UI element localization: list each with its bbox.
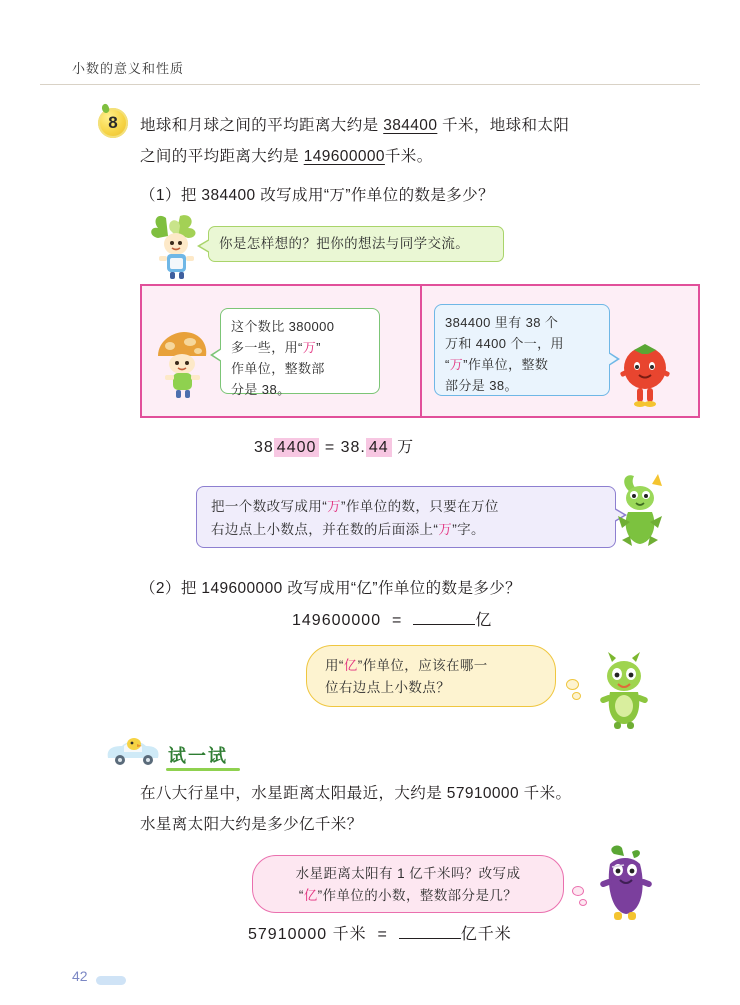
eq3-unit: 亿千米 — [460, 926, 512, 943]
left-idea-line2-b: ” — [316, 340, 321, 355]
hint-mercury-line1: 水星距离太阳有 1 亿千米吗？改写成 — [295, 866, 521, 881]
rule-line2-a: 右边点上小数点，并在数的后面添上“ — [211, 522, 439, 537]
right-idea-line3-a: “ — [445, 357, 450, 372]
left-idea-line1: 这个数比 380000 — [231, 319, 335, 334]
rule-wan-1: 万 — [327, 499, 342, 514]
problem8-line2-b: 千米。 — [384, 148, 433, 165]
problem8-line1-number: 384400 — [383, 117, 438, 134]
right-idea-wan: 万 — [449, 357, 464, 372]
hint-yi-line1-b: ”作单位，应该在哪一 — [357, 658, 488, 673]
hint-mercury-line2-a: “ — [298, 888, 304, 903]
right-idea-line1: 384400 里有 38 个 — [445, 315, 559, 330]
right-idea-line4: 部分是 38。 — [445, 378, 518, 393]
eq2-left: 149600000 — [292, 612, 382, 629]
problem8-line2-a: 之间的平均距离大约是 — [140, 148, 304, 165]
green-prompt-bubble: 你是怎样想的？把你的想法与同学交流。 — [208, 226, 504, 262]
try-it-line2: 水星离太阳大约是多少亿千米？ — [140, 816, 363, 833]
right-idea-bubble — [434, 304, 610, 396]
car-icon — [104, 734, 162, 768]
try-it-heading: 试一试 — [168, 746, 228, 766]
right-idea-line3 — [445, 354, 599, 375]
eq1-left: 38 — [254, 439, 274, 456]
eq3-equals: = — [377, 926, 388, 943]
left-idea-bubble — [220, 308, 380, 397]
left-idea-line2 — [231, 337, 369, 358]
right-idea-line2: 万和 4400 个一，用 — [445, 336, 564, 351]
problem8-line2 — [140, 141, 700, 172]
equation-2 — [292, 607, 492, 630]
rule-line2 — [211, 518, 601, 541]
hint-bubble-mercury — [252, 855, 564, 913]
hint-bubble-tail-dots-2 — [572, 886, 587, 909]
page-number-decoration — [96, 976, 126, 985]
mushroom-character — [150, 330, 214, 400]
eq3-left: 57910000 千米 — [248, 926, 367, 943]
rule-wan-2: 万 — [438, 522, 453, 537]
hint-mercury-line2-b: ”作单位的小数，整数部分是几？ — [317, 888, 518, 903]
rule-line1-b: ”作单位的数，只要在万位 — [341, 499, 499, 514]
page-number: 42 — [72, 968, 88, 984]
question-1: （1）把 384400 改写成用“万”作单位的数是多少？ — [140, 187, 494, 204]
mantis-character — [600, 470, 680, 556]
hint-bubble-tail-dots — [566, 679, 581, 702]
rule-line2-b: ”字。 — [452, 522, 485, 537]
eggplant-character — [588, 840, 662, 922]
eq1-highlight-2: 44 — [366, 438, 392, 457]
hint-yi-line1 — [325, 655, 537, 677]
problem-number-badge: 8 — [98, 108, 128, 138]
try-it-line1: 在八大行星中，水星距离太阳最近，大约是 57910000 千米。 — [140, 785, 572, 802]
left-idea-line3: 作单位，整数部 — [231, 361, 325, 376]
hint-mercury-yi-char: 亿 — [303, 888, 318, 903]
page-header: 小数的意义和性质 — [72, 61, 185, 76]
eq2-equals: = — [391, 612, 403, 629]
panel-divider — [420, 286, 422, 416]
problem8-line1-a: 地球和月球之间的平均距离大约是 — [140, 117, 384, 134]
hint-yi-line1-a: 用“ — [325, 658, 344, 673]
hint-bubble-yi — [306, 645, 556, 707]
equation-1 — [254, 434, 414, 457]
right-idea-line3-b: ”作单位，整数 — [463, 357, 549, 372]
eq2-unit: 亿 — [475, 612, 493, 629]
rule-bubble — [196, 486, 616, 548]
answer-blank-1[interactable] — [413, 609, 475, 625]
hint-yi-char: 亿 — [343, 658, 358, 673]
rule-line1-a: 把一个数改写成用“ — [211, 499, 328, 514]
alien-character — [588, 650, 660, 730]
problem8-line1-b: 千米，地球和太阳 — [437, 117, 570, 134]
try-it-underline — [166, 768, 240, 771]
eq1-unit: 万 — [391, 439, 415, 456]
eq1-highlight-1: 4400 — [274, 438, 320, 457]
hint-yi-line2: 位右边点上小数点？ — [325, 680, 451, 695]
question-2: （2）把 149600000 改写成用“亿”作单位的数是多少？ — [140, 580, 522, 597]
left-idea-line4: 分是 38。 — [231, 382, 291, 397]
left-idea-wan: 万 — [302, 340, 317, 355]
hint-mercury-line2 — [267, 885, 549, 907]
answer-blank-2[interactable] — [399, 923, 461, 939]
problem8-line1 — [140, 110, 700, 141]
equation-3 — [248, 921, 512, 944]
eq1-mid: = 38. — [319, 439, 366, 456]
header-divider — [40, 84, 700, 85]
left-idea-line2-a: 多一些，用“ — [231, 340, 303, 355]
tomato-character — [614, 340, 676, 408]
rule-line1 — [211, 495, 601, 518]
problem8-line2-number: 149600000 — [303, 148, 385, 165]
